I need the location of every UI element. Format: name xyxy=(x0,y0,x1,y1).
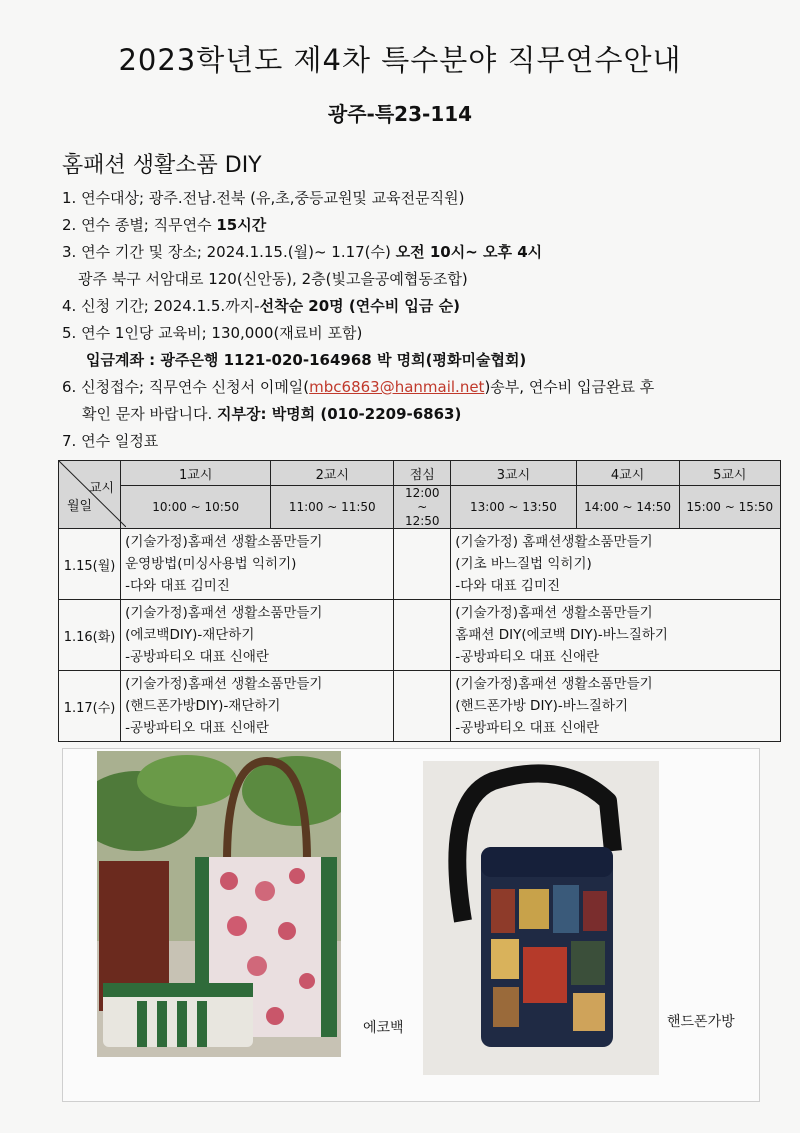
item-submit-text2: )송부, 연수비 입금완료 후 xyxy=(484,378,655,396)
session-line: -공방파티오 대표 신애란 xyxy=(125,649,269,665)
corner-period-label: 교시 xyxy=(88,481,115,496)
morning-session xyxy=(121,671,394,742)
item-location: 광주 북구 서암대로 120(신안동), 2층(빛고을공예협동조합) xyxy=(78,270,468,288)
item-target: 1. 연수대상; 광주.전남.전북 (유,초,중등교원및 교육전문직원) xyxy=(62,189,465,207)
lunch-cell xyxy=(394,529,451,600)
session-line: -공방파티오 대표 신애란 xyxy=(455,649,600,665)
table-corner xyxy=(59,461,121,529)
session-line: -다와 대표 김미진 xyxy=(455,578,561,594)
phone-bag-illustration xyxy=(423,761,659,1075)
corner-date-label: 월일 xyxy=(67,499,93,514)
session-line: -다와 대표 김미진 xyxy=(125,578,230,594)
period-time: 10:00 ~ 10:50 xyxy=(121,486,271,529)
item-type-hours: 15시간 xyxy=(216,216,267,234)
afternoon-session xyxy=(451,529,781,600)
period-time: 11:00 ~ 11:50 xyxy=(271,486,394,529)
email-link[interactable]: mbc6863@hanmail.net xyxy=(309,378,485,396)
session-line: (기초 바느질법 익히기) xyxy=(455,556,592,572)
session-line: (기술가정) 홈패션생활소품만들기 xyxy=(455,534,653,550)
session-line: -공방파티오 대표 신애란 xyxy=(125,720,269,736)
row-date: 1.17(수) xyxy=(59,671,121,742)
lunch-cell xyxy=(394,600,451,671)
photo-frame xyxy=(62,748,760,1102)
item-apply-text: 4. 신청 기간; 2024.1.5.까지- xyxy=(62,297,260,315)
session-line: -공방파티오 대표 신애란 xyxy=(455,720,600,736)
item-apply-limit: 선착순 20명 (연수비 입금 순) xyxy=(259,297,460,315)
period-time: 12:00 ~ 12:50 xyxy=(394,486,451,529)
afternoon-session xyxy=(451,671,781,742)
session-line: (기술가정)홈패션 생활소품만들기 xyxy=(125,534,323,550)
item-submit xyxy=(62,376,654,397)
session-line: (핸드폰가방 DIY)-바느질하기 xyxy=(455,698,629,714)
period-header: 점심 xyxy=(394,461,451,486)
period-header: 4교시 xyxy=(576,461,679,486)
phone-bag-photo xyxy=(423,761,659,1075)
item-submit-text: 6. 신청접수; 직무연수 신청서 이메일( xyxy=(62,378,310,396)
item-account: 입금계좌 : 광주은행 1121-020-164968 박 명희(평화미술협회) xyxy=(86,351,527,369)
document-title: 2023학년도 제4차 특수분야 직무연수안내 xyxy=(118,43,682,77)
session-line: (기술가정)홈패션 생활소품만들기 xyxy=(455,676,653,692)
period-time: 15:00 ~ 15:50 xyxy=(679,486,780,529)
afternoon-session xyxy=(451,600,781,671)
item-type xyxy=(62,214,266,235)
morning-session xyxy=(121,529,394,600)
item-contact xyxy=(82,403,461,424)
lunch-cell xyxy=(394,671,451,742)
period-header: 5교시 xyxy=(679,461,780,486)
row-date: 1.15(월) xyxy=(59,529,121,600)
period-time: 14:00 ~ 14:50 xyxy=(576,486,679,529)
row-date: 1.16(화) xyxy=(59,600,121,671)
session-line: (기술가정)홈패션 생활소품만들기 xyxy=(455,605,653,621)
session-line: (에코백DIY)-재단하기 xyxy=(125,627,255,643)
session-line: (기술가정)홈패션 생활소품만들기 xyxy=(125,605,323,621)
item-period xyxy=(62,241,542,262)
course-subtitle: 홈패션 생활소품 DIY xyxy=(62,153,262,178)
session-line: (핸드폰가방DIY)-재단하기 xyxy=(125,698,281,714)
item-schedule-heading: 7. 연수 일정표 xyxy=(62,432,159,450)
table-row xyxy=(59,529,781,600)
table-row xyxy=(59,671,781,742)
item-contact-text: 확인 문자 바랍니다. xyxy=(82,405,217,423)
table-row xyxy=(59,600,781,671)
morning-session xyxy=(121,600,394,671)
item-contact-name: 지부장: 박명희 (010-2209-6863) xyxy=(217,405,462,423)
caption-eco-bag: 에코백 xyxy=(363,1020,404,1036)
eco-bag-photo xyxy=(97,751,341,1057)
session-line: (기술가정)홈패션 생활소품만들기 xyxy=(125,676,323,692)
period-header: 2교시 xyxy=(271,461,394,486)
item-apply xyxy=(62,295,460,316)
item-period-text: 3. 연수 기간 및 장소; 2024.1.15.(월)~ 1.17(수) xyxy=(62,243,396,261)
item-fee: 5. 연수 1인당 교육비; 130,000(재료비 포함) xyxy=(62,324,363,342)
period-time: 13:00 ~ 13:50 xyxy=(451,486,576,529)
schedule-table xyxy=(58,460,781,742)
session-line: 홈패션 DIY(에코백 DIY)-바느질하기 xyxy=(455,627,668,643)
eco-bag-illustration xyxy=(97,751,341,1057)
item-period-time: 오전 10시~ 오후 4시 xyxy=(395,243,543,261)
item-type-text: 2. 연수 종별; 직무연수 xyxy=(62,216,217,234)
course-code: 광주-특23-114 xyxy=(327,102,473,126)
session-line: 운영방법(미싱사용법 익히기) xyxy=(125,556,297,572)
period-header: 3교시 xyxy=(451,461,576,486)
caption-phone-bag: 핸드폰가방 xyxy=(667,1014,735,1030)
period-header: 1교시 xyxy=(121,461,271,486)
